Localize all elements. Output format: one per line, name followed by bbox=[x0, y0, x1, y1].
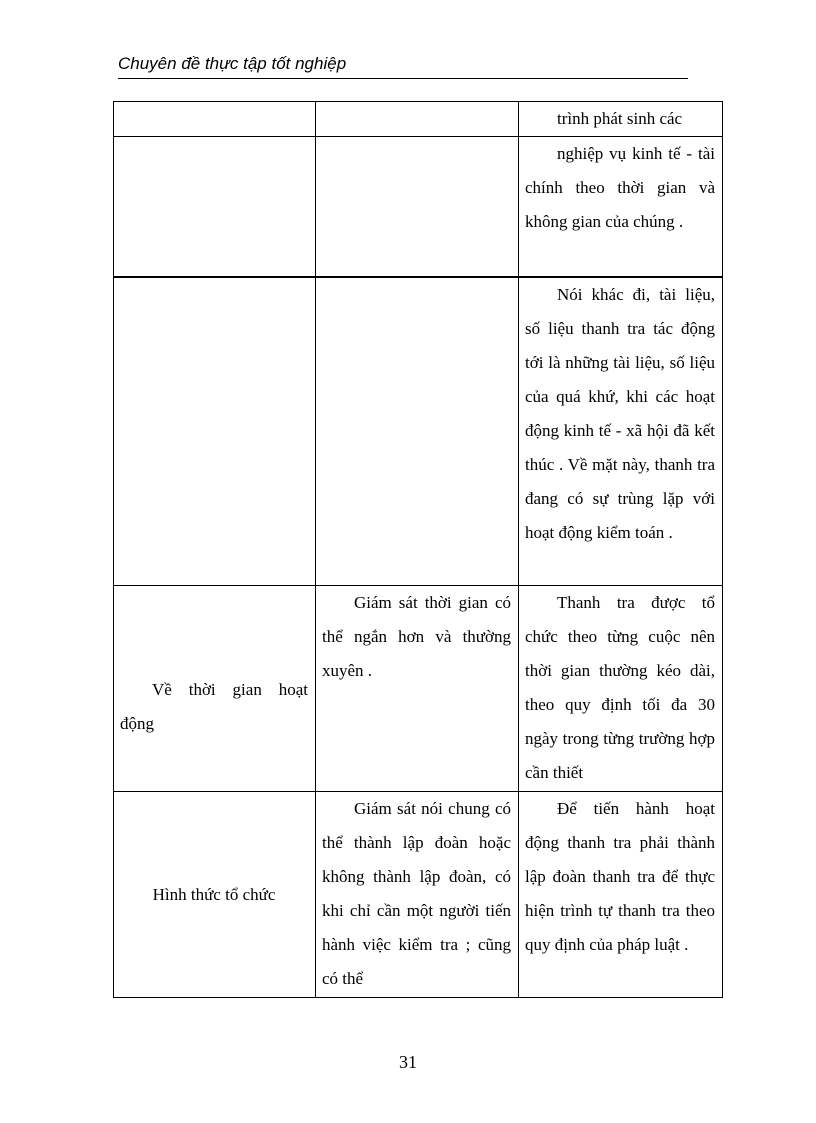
page-header bbox=[118, 52, 688, 79]
cell-text: Thanh tra được tổ chức theo từng cuộc nên thời gian thường kéo dài, theo quy định tối đa 30 ngày trong từng trường hợp cần thiết bbox=[525, 593, 715, 782]
comparison-table bbox=[113, 101, 723, 998]
table-cell-col1 bbox=[114, 586, 316, 792]
table-cell-col3 bbox=[519, 277, 723, 586]
table-cell-col2 bbox=[316, 586, 519, 792]
table-row bbox=[114, 792, 723, 998]
table-cell-col3 bbox=[519, 102, 723, 137]
table-row bbox=[114, 586, 723, 792]
table-cell-col2 bbox=[316, 792, 519, 998]
table-cell-col2 bbox=[316, 137, 519, 277]
table-cell-col1 bbox=[114, 102, 316, 137]
table-row bbox=[114, 137, 723, 277]
table-cell-col3 bbox=[519, 137, 723, 277]
row-label: Về thời gian hoạt động bbox=[120, 679, 308, 733]
cell-text: trình phát sinh các bbox=[557, 109, 683, 128]
table-cell-col2 bbox=[316, 277, 519, 586]
table-cell-col1 bbox=[114, 792, 316, 998]
table-cell-col3 bbox=[519, 586, 723, 792]
cell-text: Giám sát nói chung có thể thành lập đoàn hoặc không thành lập đoàn, có khi chỉ cần một người tiến hành việc kiểm tra ; cũng có thể bbox=[322, 799, 511, 988]
header-title: Chuyên đề thực tập tốt nghiệp bbox=[118, 54, 347, 73]
table-cell-col1 bbox=[114, 137, 316, 277]
table-row bbox=[114, 102, 723, 137]
table-cell-col2 bbox=[316, 102, 519, 137]
cell-text: Để tiến hành hoạt động thanh tra phải thành lập đoàn thanh tra để thực hiện trình tự thanh tra theo quy định của pháp luật . bbox=[525, 799, 715, 954]
cell-text: Nói khác đi, tài liệu, số liệu thanh tra tác động tới là những tài liệu, số liệu của quá khứ, khi các hoạt động kinh tế - xã hội đã kết thúc . Về mặt này, thanh tra đang có sự trùng lặp với hoạt động kiểm toán . bbox=[525, 284, 715, 542]
table-row bbox=[114, 277, 723, 586]
row-label: Hình thức tổ chức bbox=[152, 884, 276, 904]
page-number: 31 bbox=[399, 1052, 417, 1072]
table-cell-col3 bbox=[519, 792, 723, 998]
cell-text: nghiệp vụ kinh tế - tài chính theo thời gian và không gian của chúng . bbox=[525, 144, 715, 231]
table-cell-col1 bbox=[114, 277, 316, 586]
cell-text: Giám sát thời gian có thể ngắn hơn và thường xuyên . bbox=[322, 593, 511, 680]
